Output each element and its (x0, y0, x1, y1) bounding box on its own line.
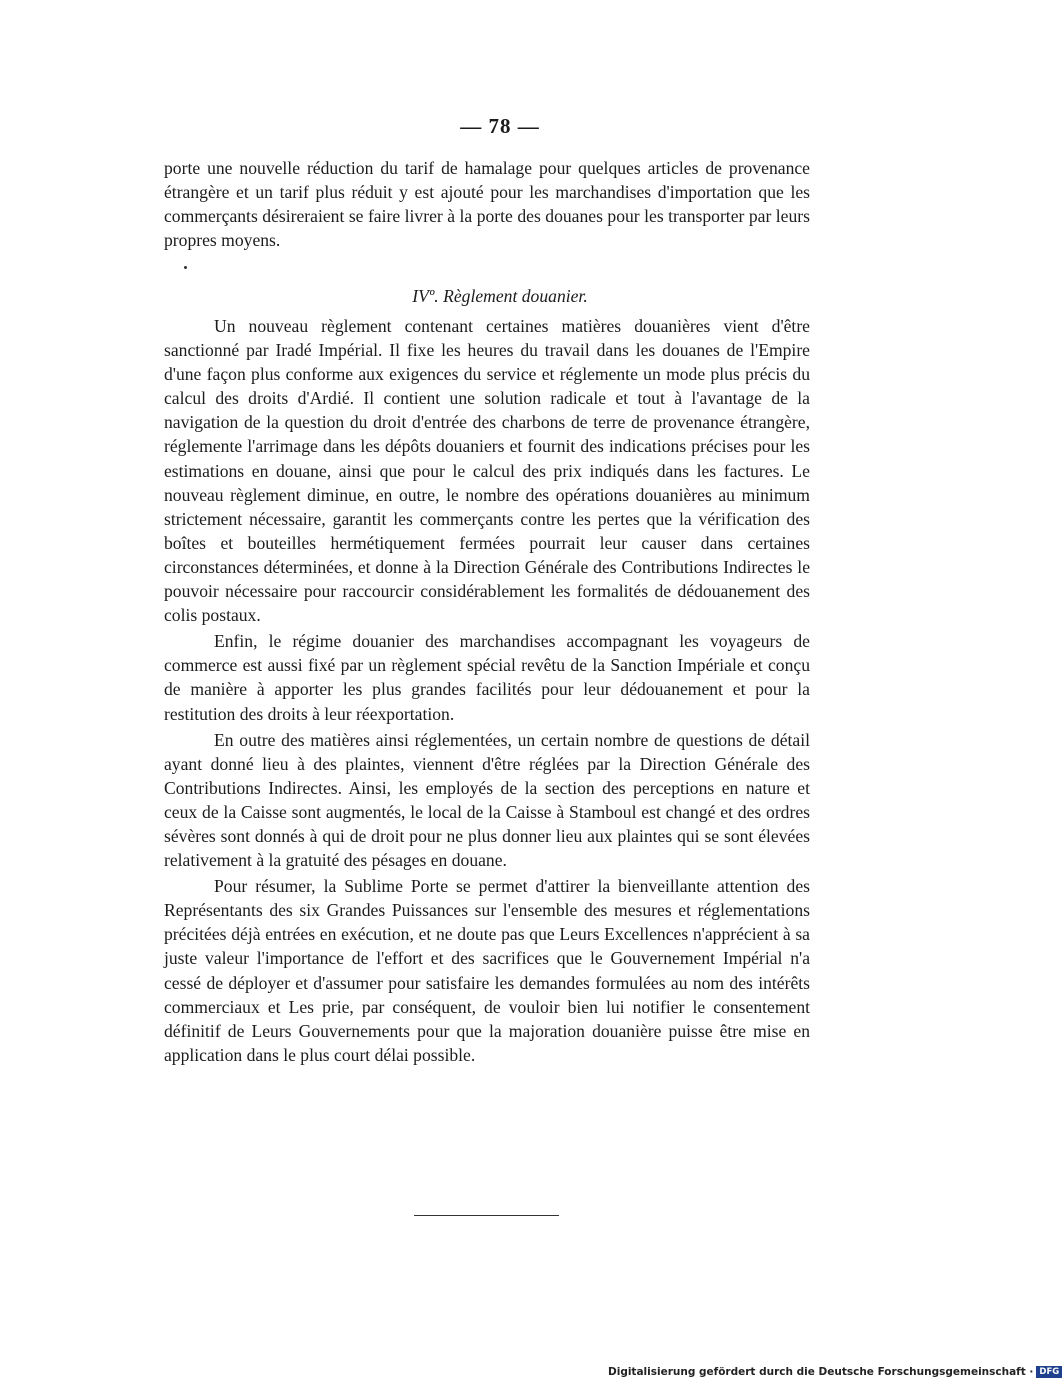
body-paragraph: Un nouveau règlement contenant certaines matières douanières vient d'être sanctionné par Iradé Impérial. Il fixe les heures du travail dans les douanes de l'Empire d'une façon plus conforme aux exigences du service et réglemente un mode plus précis du calcul des droits d'Ardié. Il contient une solution radicale et tout à l'avantage de la navigation de la question du droit d'entrée des charbons de terre de provenance étrangère, réglemente l'arrimage dans les dépôts douaniers et fournit des indications précises pour les estimations en douane, ainsi que pour le calcul des prix indiqués dans les factures. Le nouveau règlement diminue, en outre, le nombre des opérations douanières au minimum strictement nécessaire, garantit les commerçants contre les pertes que la vérification des boîtes et bouteilles hermétiquement fermées pourrait leur causer dans certaines circonstances déterminées, et donne à la Direction Générale des Contributions Indirectes le pouvoir nécessaire pour raccourcir considérablement les formalités de dédouanement des colis postaux. (164, 316, 810, 626)
section-heading: IVº. Règlement douanier. (412, 286, 588, 306)
footer-text: Digitalisierung gefördert durch die Deutsche Forschungsgemeinschaft · (608, 1366, 1034, 1378)
body-paragraph: En outre des matières ainsi réglementées, un certain nombre de questions de détail ayant donné lieu à des plaintes, viennent d'être réglées par la Direction Générale des Contributions Indirectes. Ainsi, les employés de la section des perceptions en nature et ceux de la Caisse sont augmentés, le local de la Caisse à Stamboul est changé et des ordres sévères sont donnés à qui de droit pour ne plus donner lieu aux plaintes qui se sont élevées relativement à la gratuité des pésages en douane. (164, 729, 810, 871)
intro-paragraph: porte une nouvelle réduction du tarif de hamalage pour quelques articles de provenance étrangère et un tarif plus réduit y est ajouté pour les marchandises d'importation que les commerçants désireraient se faire livrer à la porte des douanes pour les transporter par leurs propres moyens. (164, 158, 810, 251)
intro-text-block (164, 156, 810, 252)
body-paragraph: Enfin, le régime douanier des marchandises accompagnant les voyageurs de commerce est aussi fixé par un règlement spécial revêtu de la Sanction Impériale et conçu de manière à apporter les plus grandes facilités pour leur dédouanement et pour la restitution des droits à leur réexportation. (164, 631, 810, 724)
end-divider (414, 1215, 559, 1216)
body-text-block (164, 314, 810, 1067)
dfg-logo: DFG (1036, 1366, 1062, 1378)
page-number: — 78 — (460, 114, 540, 138)
print-speck (184, 266, 187, 269)
digitization-footer (608, 1366, 1062, 1378)
body-paragraph: Pour résumer, la Sublime Porte se permet d'attirer la bienveillante attention des Représentants des six Grandes Puissances sur l'ensemble des mesures et réglementations précitées déjà entrées en exécution, et ne doute pas que Leurs Excellences n'apprécient à sa juste valeur l'importance de l'effort et des sacrifices que le Gouvernement Impérial n'a cessé de déployer et d'assumer pour satisfaire les demandes formulées au nom des intérêts commerciaux et Les prie, par conséquent, de vouloir bien lui notifier le consentement définitif de Leurs Gouvernements pour que la majoration douanière puisse être mise en application dans le plus court délai possible. (164, 876, 810, 1065)
